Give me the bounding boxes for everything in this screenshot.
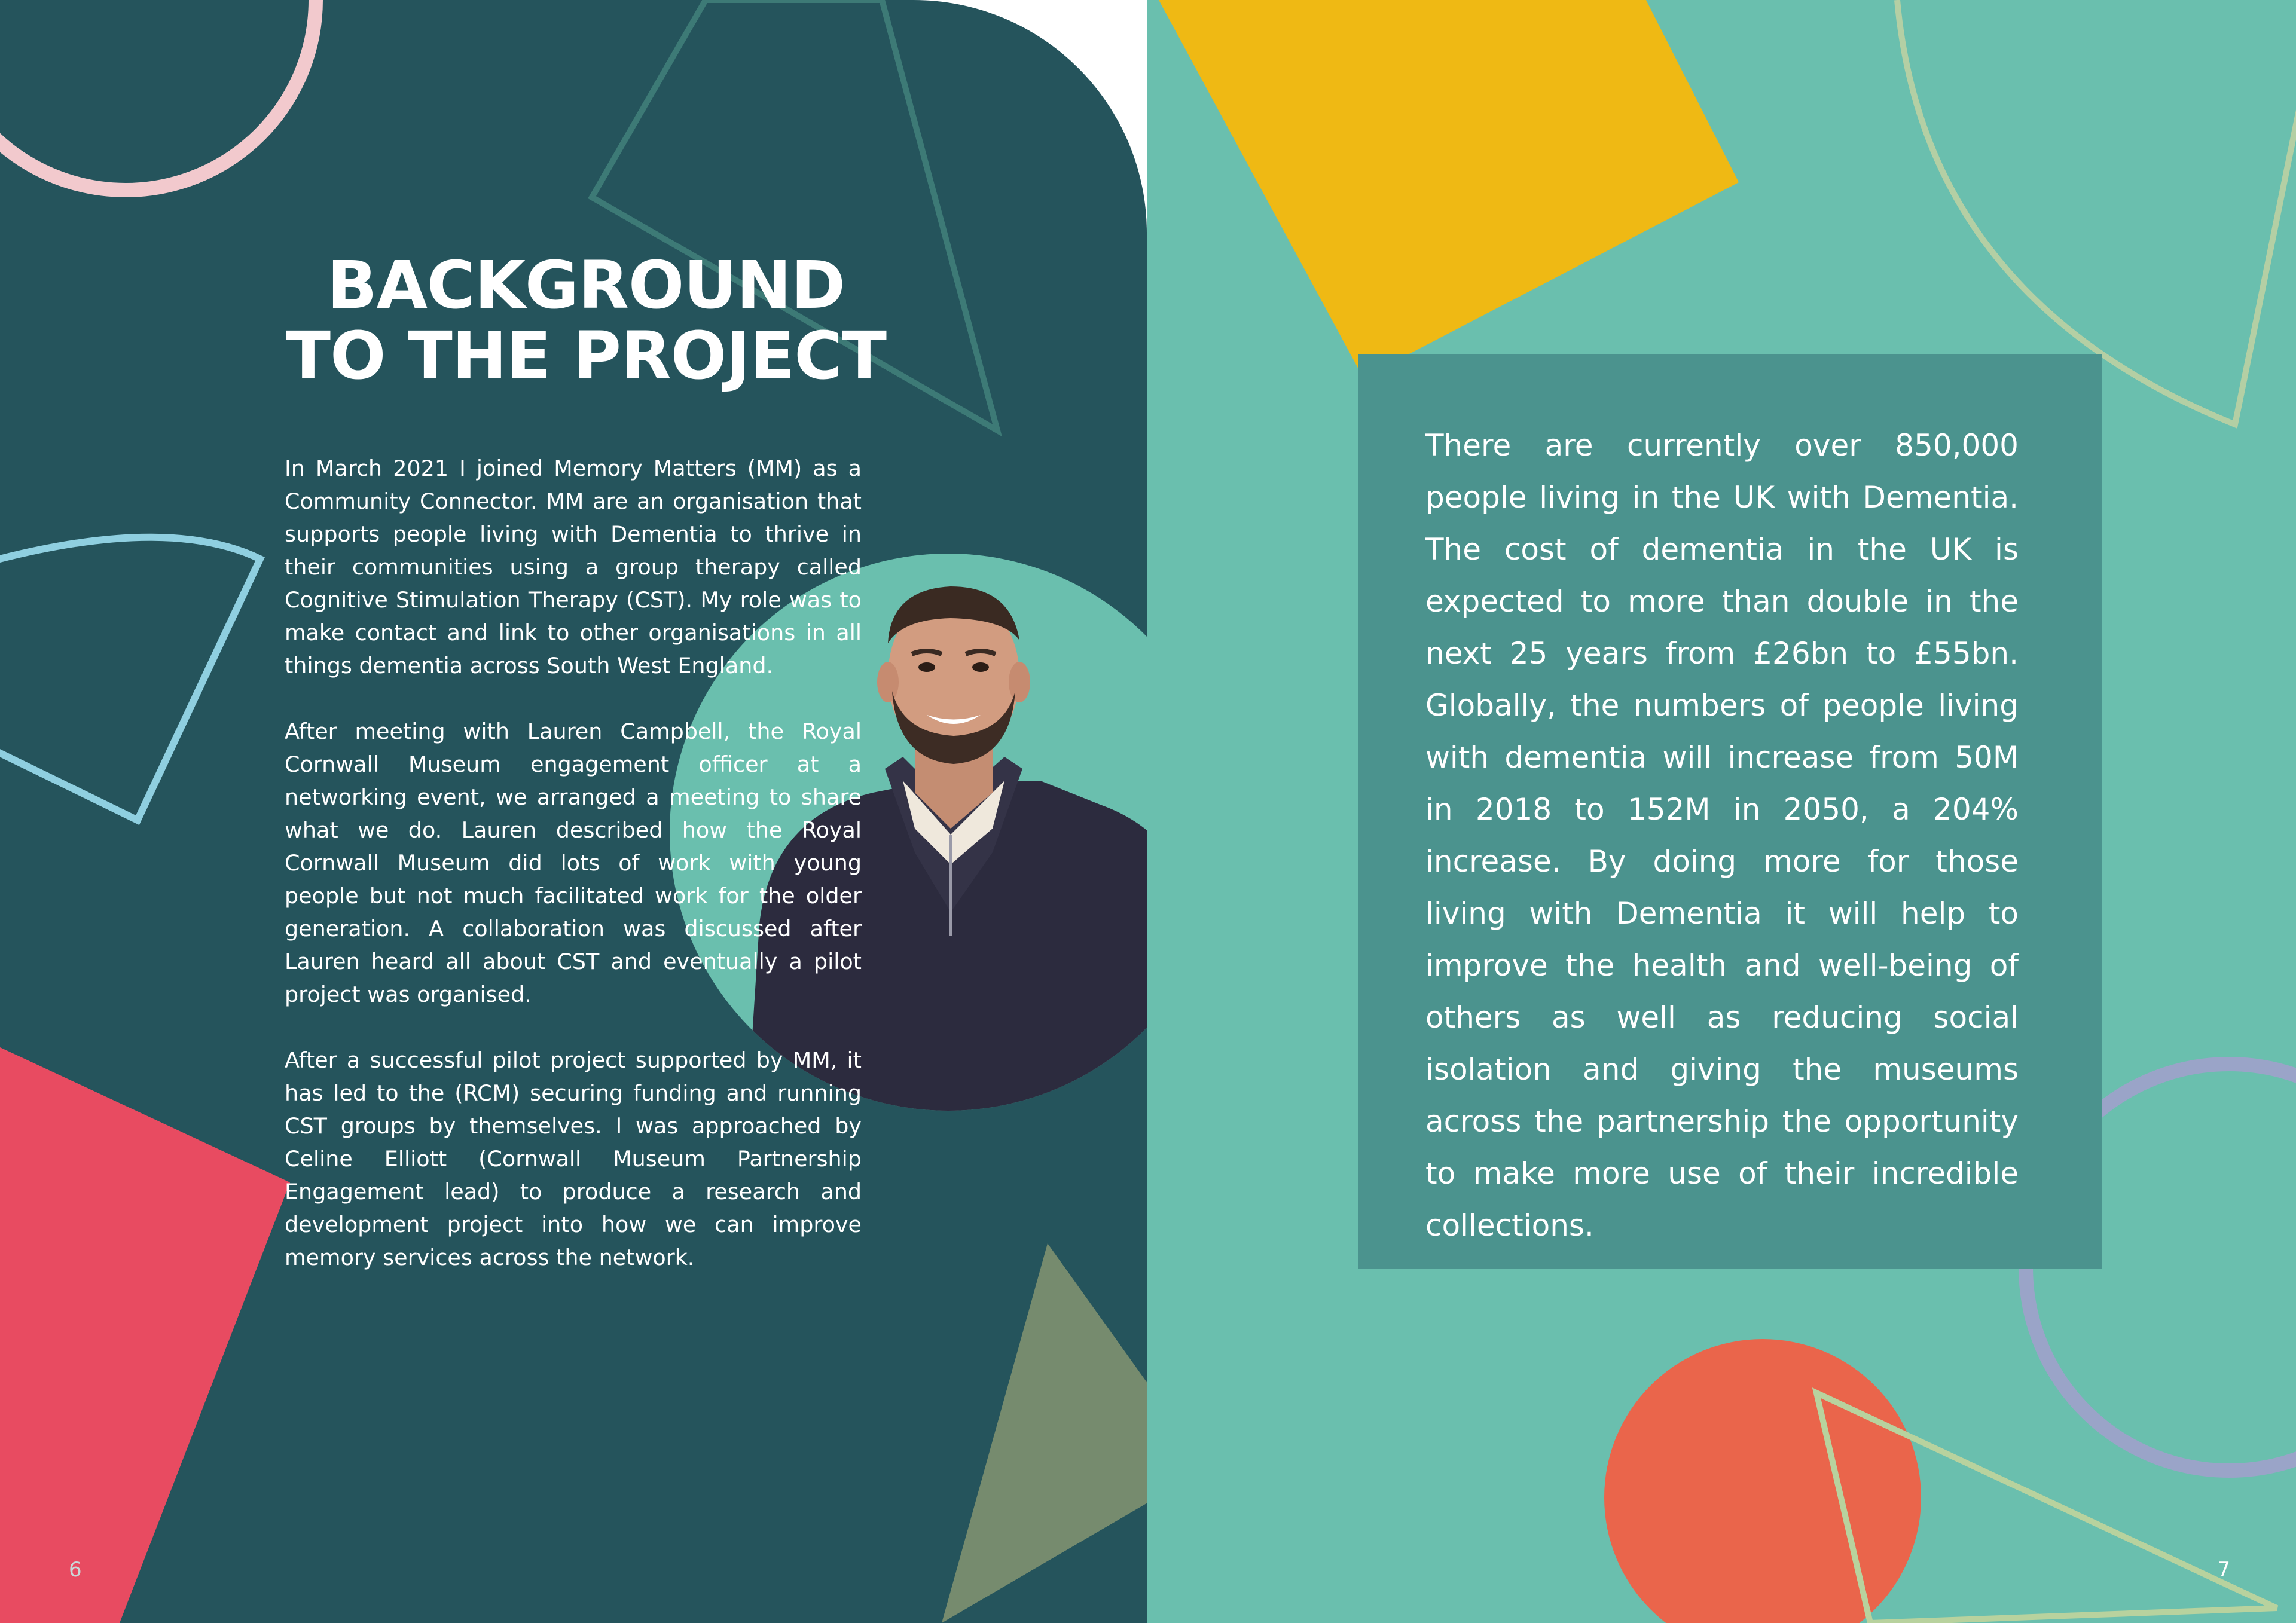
body-text	[285, 452, 862, 1307]
paragraph-3: After a successful pilot project supported by MM, it has led to the (RCM) securing funding and running CST groups by themselves. I was approached by Celine Elliott (Cornwall Museum Partnership Engagement lead) to produce a research and development project into how we can improve memory services across the network.	[285, 1047, 862, 1270]
paragraph-1: In March 2021 I joined Memory Matters (MM) as a Community Connector. MM are an organisation that supports people living with Dementia to thrive in their communities using a group therapy called Cognitive Stimulation Therapy (CST). My role was to make contact and link to other organisations in all things dementia across South West England.	[285, 456, 862, 678]
title-line-1: BACKGROUND	[326, 247, 845, 323]
page-number-left: 6	[69, 1558, 82, 1582]
blue-segment-outline	[0, 537, 260, 820]
paragraph-2: After meeting with Lauren Campbell, the Royal Cornwall Museum engagement officer at a networking event, we arranged a meeting to share what we do. Lauren described how the Royal Cornwall Museum did lots of work with young people but not much facilitated work for the older generation. A collaboration was discussed after Lauren heard all about CST and eventually a pilot project was organised.	[285, 719, 862, 1007]
olive-triangle-shape	[942, 1243, 1147, 1623]
yellow-square-shape	[1159, 0, 1739, 378]
right-page	[1147, 0, 2296, 1623]
fact-box	[1358, 354, 2102, 1269]
coral-circle-shape	[1604, 1339, 1921, 1623]
fact-text: There are currently over 850,000 people living in the UK with Dementia. The cost of dementia in the UK is expected to more than double in the next 25 years from £26bn to £55bn. Globally, the numbers of people living with dementia will increase from 50M in 2018 to 152M in 2050, a 204% increase. By doing more for those living with Dementia it will help to improve the health and well-being of others as well as reducing social isolation and giving the museums across the partnership the opportunity to make more use of their incredible collections.	[1425, 428, 2019, 1243]
pink-ring-shape	[0, 0, 316, 190]
title-line-2: TO THE PROJECT	[285, 317, 887, 394]
page-number-right: 7	[2217, 1558, 2230, 1582]
page-title	[275, 247, 897, 394]
red-triangle-shape	[0, 1047, 290, 1623]
left-page	[0, 0, 1147, 1623]
